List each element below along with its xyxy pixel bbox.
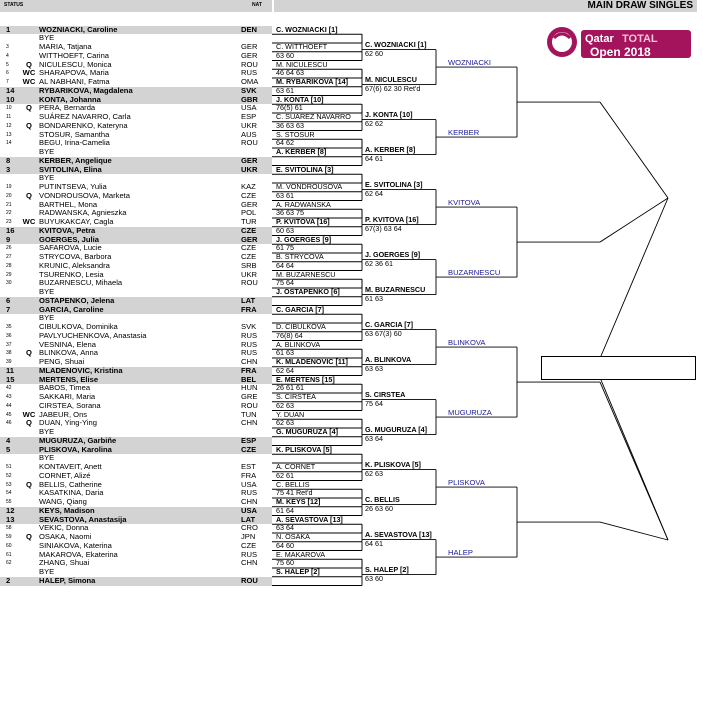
player-nationality: RUS <box>241 348 258 358</box>
player-nationality: RUS <box>241 488 258 498</box>
round2-score: 63 64 <box>276 524 294 533</box>
player-name: BYE <box>39 453 55 463</box>
draw-position: 11 <box>6 114 12 120</box>
round4-player: WOZNIACKI <box>448 58 492 68</box>
player-nationality: HUN <box>241 383 258 393</box>
player-name: OSTAPENKO, Jelena <box>39 295 115 305</box>
round3-score: 67(3) 63 64 <box>365 224 402 233</box>
draw-position: 14 <box>6 85 15 95</box>
player-name: MAKAROVA, Ekaterina <box>39 549 118 559</box>
player-nationality: SVK <box>241 322 257 331</box>
draw-position: 16 <box>6 225 15 235</box>
draw-position: 51 <box>6 464 12 470</box>
round2-winner: P. KVITOVA [16] <box>276 218 330 226</box>
player-name: STRYCOVA, Barbora <box>39 252 112 261</box>
player-name: KONTA, Johanna <box>39 94 101 104</box>
player-name: CIRSTEA, Sorana <box>39 400 101 410</box>
draw-position: 27 <box>6 254 12 260</box>
player-nationality: LAT <box>241 514 256 524</box>
round2-score: 76(8) 64 <box>276 331 303 340</box>
player-nationality: GER <box>241 42 258 51</box>
entry-status: Q <box>26 103 32 113</box>
player-nationality: CZE <box>241 225 257 235</box>
player-name: BYE <box>39 313 55 323</box>
player-nationality: CRO <box>241 523 258 533</box>
player-nationality: LAT <box>241 295 256 305</box>
round3-score: 63 60 <box>365 574 383 583</box>
round3-winner: S. HALEP [2] <box>365 565 409 574</box>
round2-score: 36 63 63 <box>276 121 304 130</box>
draw-position: 44 <box>6 402 12 409</box>
draw-position: 12 <box>6 122 12 129</box>
round3-score: 62 64 <box>365 189 383 198</box>
bracket-line <box>601 380 668 540</box>
champion-box <box>541 356 696 380</box>
draw-position: 22 <box>6 210 12 217</box>
round2-score: 63 61 <box>276 191 294 200</box>
entry-status: Q <box>26 348 32 358</box>
round2-winner: A. SEVASTOVA [13] <box>276 515 343 524</box>
draw-position: 10 <box>6 105 12 112</box>
draw-position: 15 <box>6 374 15 384</box>
draw-position: 13 <box>6 131 12 138</box>
round2-winner: E. MAKAROVA <box>276 550 325 559</box>
player-nationality: ROU <box>241 400 258 410</box>
player-name: PENG, Shuai <box>39 357 85 366</box>
player-nationality: ESP <box>241 112 257 121</box>
player-nationality: FRA <box>241 470 257 480</box>
player-nationality: BEL <box>241 374 257 384</box>
player-nationality: USA <box>241 479 257 489</box>
draw-position: 60 <box>6 542 12 549</box>
player-nationality: OMA <box>241 77 259 86</box>
draw-position: 26 <box>6 245 12 252</box>
player-name: BYE <box>39 173 55 183</box>
round2-score: 64 60 <box>276 541 294 550</box>
round2-winner: A. RADWANSKA <box>276 200 331 209</box>
round2-winner: C. GARCIA [7] <box>276 305 325 314</box>
player-nationality: USA <box>241 505 258 515</box>
round3-winner: A. BLINKOVA <box>365 355 412 364</box>
draw-position: 59 <box>6 534 12 540</box>
player-name: HALEP, Simona <box>39 575 96 585</box>
draw-position: 45 <box>6 411 12 418</box>
round2-score: 62 63 <box>276 401 294 410</box>
player-name: DUAN, Ying-Ying <box>39 418 97 428</box>
round3-winner: C. BELLIS <box>365 495 400 504</box>
draw-position: 23 <box>6 219 12 225</box>
player-nationality: ROU <box>241 138 258 148</box>
player-name: STOSUR, Samantha <box>39 129 110 139</box>
round2-winner: C. WOZNIACKI [1] <box>276 25 338 34</box>
round2-winner: G. MUGURUZA [4] <box>276 428 339 436</box>
round2-winner: C. BELLIS <box>276 480 310 489</box>
round4-player: KERBER <box>448 128 480 138</box>
round3-score: 62 60 <box>365 49 383 58</box>
player-nationality: USA <box>241 103 257 113</box>
player-name: GOERGES, Julia <box>39 234 99 244</box>
draw-position: 19 <box>6 184 12 190</box>
draw-position: 52 <box>6 472 12 479</box>
player-nationality: CZE <box>241 190 257 200</box>
entry-status: Q <box>26 120 32 130</box>
player-nationality: ROU <box>241 278 258 288</box>
round4-player: BLINKOVA <box>448 338 486 348</box>
player-nationality: CZE <box>241 252 257 261</box>
player-nationality: TUR <box>241 217 257 226</box>
draw-position: 10 <box>6 94 15 104</box>
round2-score: 62 63 <box>276 419 294 428</box>
player-name: SHARAPOVA, Maria <box>39 68 109 78</box>
player-name: BUYUKAKCAY, Cagla <box>39 217 114 226</box>
draw-position: 58 <box>6 525 12 532</box>
draw-position: 5 <box>6 61 9 68</box>
player-name: BUZARNESCU, Mihaela <box>39 278 123 288</box>
player-name: PLISKOVA, Karolina <box>39 444 112 454</box>
draw-position: 7 <box>6 79 9 85</box>
player-name: SEVASTOVA, Anastasija <box>39 514 127 524</box>
draw-position: 2 <box>6 575 11 585</box>
player-name: CORNET, Alizé <box>39 470 91 480</box>
player-nationality: ROU <box>241 59 258 69</box>
round2-winner: C. SUÁREZ NAVARRO <box>276 113 351 121</box>
player-nationality: ROU <box>241 575 258 585</box>
player-name: MUGURUZA, Garbiñe <box>39 435 117 445</box>
player-name: ZHANG, Shuai <box>39 558 90 568</box>
round3-score: 67(6) 62 30 Ret'd <box>365 84 421 93</box>
bracket-line <box>600 522 668 540</box>
player-nationality: FRA <box>241 304 257 314</box>
draw-position: 12 <box>6 505 15 515</box>
entry-status: Q <box>26 190 32 200</box>
round2-winner: S. STOSUR <box>276 130 315 139</box>
round3-winner: A. KERBER [8] <box>365 145 416 154</box>
round2-winner: J. KONTA [10] <box>276 95 324 104</box>
player-nationality: GER <box>241 199 258 209</box>
round2-winner: S. HALEP [2] <box>276 568 320 576</box>
draw-position: 5 <box>6 444 11 454</box>
player-nationality: JPN <box>241 532 256 541</box>
round3-winner: K. PLISKOVA [5] <box>365 460 421 469</box>
round4-player: MUGURUZA <box>448 408 492 418</box>
round2-winner: J. OSTAPENKO [6] <box>276 288 340 296</box>
player-name: SUÁREZ NAVARRO, Carla <box>39 112 131 121</box>
round2-winner: M. RYBARIKOVA [14] <box>276 78 349 86</box>
round2-winner: M. KEYS [12] <box>276 498 321 506</box>
player-name: GARCIA, Caroline <box>39 304 104 314</box>
draw-position: 9 <box>6 234 11 244</box>
player-nationality: RUS <box>241 339 258 349</box>
draw-position: 4 <box>6 52 9 59</box>
draw-position: 28 <box>6 262 12 269</box>
draw-position: 29 <box>6 271 12 278</box>
round2-score: 76(5) 61 <box>276 104 303 113</box>
round3-winner: E. SVITOLINA [3] <box>365 180 423 189</box>
draw-position: 4 <box>6 435 11 445</box>
player-nationality: GER <box>241 50 258 60</box>
round2-score: 64 64 <box>276 261 294 270</box>
entry-status: WC <box>22 68 36 78</box>
player-name: VEKIC, Donna <box>39 523 89 533</box>
round2-winner: B. STRYCOVA <box>276 253 324 261</box>
player-nationality: TUN <box>241 409 257 419</box>
player-name: NICULESCU, Monica <box>39 59 112 69</box>
round3-score: 63 64 <box>365 434 383 443</box>
player-name: MARIA, Tatjana <box>39 42 92 51</box>
player-name: BYE <box>39 147 55 156</box>
entry-status: WC <box>22 217 36 226</box>
draw-position: 6 <box>6 295 11 305</box>
round3-winner: J. KONTA [10] <box>365 110 413 119</box>
round3-score: 64 61 <box>365 539 383 548</box>
player-name: BLINKOVA, Anna <box>39 348 98 358</box>
draw-position: 55 <box>6 499 12 505</box>
player-name: AL NABHANI, Fatma <box>39 77 110 86</box>
entry-status: WC <box>22 409 36 419</box>
round3-winner: M. NICULESCU <box>365 75 417 84</box>
player-name: KASATKINA, Daria <box>39 488 104 498</box>
draw-position: 62 <box>6 560 12 567</box>
round3-winner: G. MUGURUZA [4] <box>365 425 428 434</box>
round2-score: 62 64 <box>276 366 294 375</box>
round2-winner: E. MERTENS [15] <box>276 375 335 384</box>
player-name: BABOS, Timea <box>39 383 91 393</box>
logo-text-open: Open 2018 <box>590 45 651 59</box>
round2-score: 46 64 63 <box>276 69 304 78</box>
player-name: BONDARENKO, Kateryna <box>39 120 128 130</box>
round2-winner: M. BUZARNESCU <box>276 270 336 279</box>
player-name: BYE <box>39 427 55 436</box>
draw-position: 21 <box>6 201 12 208</box>
draw-position: 1 <box>6 24 11 34</box>
round2-score: 64 62 <box>276 139 294 148</box>
round3-score: 62 63 <box>365 469 383 478</box>
player-name: KERBER, Angelique <box>39 155 112 165</box>
player-name: SAFAROVA, Lucie <box>39 243 102 253</box>
draw-position: 42 <box>6 385 12 392</box>
entry-status: Q <box>26 59 32 69</box>
draw-position: 20 <box>6 192 12 199</box>
round2-score: 26 61 61 <box>276 384 304 393</box>
draw-position: 61 <box>6 551 12 558</box>
player-nationality: KAZ <box>241 182 256 191</box>
player-name: RYBARIKOVA, Magdalena <box>39 85 133 95</box>
round2-winner: C. WITTHOEFT <box>276 43 328 51</box>
round2-winner: D. CIBULKOVA <box>276 323 326 331</box>
player-name: VONDROUSOVA, Marketa <box>39 190 131 200</box>
player-nationality: EST <box>241 462 256 471</box>
player-nationality: SRB <box>241 260 257 270</box>
player-nationality: UKR <box>241 269 258 279</box>
draw-position: 8 <box>6 155 11 165</box>
round2-winner: K. PLISKOVA [5] <box>276 445 332 454</box>
player-nationality: CZE <box>241 540 257 550</box>
nat-column-header: NAT <box>252 2 262 8</box>
player-nationality: POL <box>241 208 257 218</box>
round3-score: 64 61 <box>365 154 383 163</box>
round2-score: 63 60 <box>276 51 294 60</box>
round3-winner: A. SEVASTOVA [13] <box>365 530 432 539</box>
draw-position: 3 <box>6 44 9 50</box>
player-name: BELLIS, Catherine <box>39 479 102 489</box>
player-nationality: CHN <box>241 558 258 568</box>
round2-winner: A. BLINKOVA <box>276 340 321 349</box>
draw-position: 53 <box>6 481 12 488</box>
player-name: BYE <box>39 33 55 43</box>
round2-winner: K. MLADENOVIC [11] <box>276 358 348 366</box>
round3-score: 61 63 <box>365 294 383 303</box>
round2-score: 75 41 Ret'd <box>276 489 313 498</box>
player-nationality: UKR <box>241 120 258 130</box>
player-nationality: FRA <box>241 365 257 375</box>
round2-score: 36 63 75 <box>276 209 304 218</box>
player-nationality: GRE <box>241 392 258 401</box>
round2-winner: A. CORNET <box>276 463 316 471</box>
player-name: BARTHEL, Mona <box>39 199 98 209</box>
round2-score: 60 63 <box>276 226 294 235</box>
round2-score: 61 75 <box>276 244 294 253</box>
player-nationality: CZE <box>241 243 257 253</box>
player-name: JABEUR, Ons <box>39 409 88 419</box>
round2-winner: N. OSAKA <box>276 533 310 541</box>
bracket-line <box>600 102 668 198</box>
round2-winner: J. GOERGES [9] <box>276 235 332 244</box>
player-nationality: UKR <box>241 164 258 174</box>
draw-position: 37 <box>6 341 12 348</box>
round3-score: 63 67(3) 60 <box>365 329 402 338</box>
round2-score: 75 60 <box>276 559 294 568</box>
draw-position: 35 <box>6 324 12 330</box>
round3-score: 75 64 <box>365 399 383 408</box>
draw-position: 6 <box>6 70 9 77</box>
player-name: SAKKARI, Maria <box>39 392 96 401</box>
player-name: VESNINA, Elena <box>39 339 96 349</box>
draw-position: 7 <box>6 304 11 314</box>
player-name: PERA, Bernarda <box>39 103 96 113</box>
player-nationality: AUS <box>241 129 257 139</box>
player-nationality: RUS <box>241 68 258 78</box>
draw-position: 3 <box>6 164 11 174</box>
player-nationality: RUS <box>241 549 258 559</box>
draw-position: 36 <box>6 332 12 339</box>
entry-status: Q <box>26 532 32 541</box>
player-name: CIBULKOVA, Dominika <box>39 322 118 331</box>
player-name: KRUNIC, Aleksandra <box>39 260 110 270</box>
bracket-line <box>600 198 668 242</box>
player-nationality: ESP <box>241 435 257 445</box>
logo-text-total: TOTAL <box>622 33 658 45</box>
logo-text-qatar: Qatar <box>585 33 614 45</box>
draw-position: 43 <box>6 394 12 400</box>
round3-winner: P. KVITOVA [16] <box>365 215 419 224</box>
player-nationality: GER <box>241 234 258 244</box>
page-title: MAIN DRAW SINGLES <box>587 0 693 11</box>
round2-winner: M. NICULESCU <box>276 60 328 69</box>
round3-score: 63 63 <box>365 364 383 373</box>
round4-player: BUZARNESCU <box>448 268 501 278</box>
round4-player: PLISKOVA <box>448 478 486 488</box>
entry-status: WC <box>22 77 36 86</box>
player-name: WANG, Qiang <box>39 497 87 506</box>
round2-score: 62 61 <box>276 471 294 480</box>
round3-winner: C. GARCIA [7] <box>365 320 414 329</box>
player-name: RADWANSKA, Agnieszka <box>39 208 127 218</box>
player-nationality: CZE <box>241 444 257 454</box>
draw-position: 54 <box>6 490 12 497</box>
player-name: BYE <box>39 567 55 576</box>
player-name: MERTENS, Elise <box>39 374 99 384</box>
player-name: PAVLYUCHENKOVA, Anastasia <box>39 330 147 340</box>
round3-winner: J. GOERGES [9] <box>365 250 421 259</box>
round2-winner: E. SVITOLINA [3] <box>276 165 334 174</box>
player-name: SVITOLINA, Elina <box>39 164 102 174</box>
round3-score: 62 36 61 <box>365 259 393 268</box>
player-name: OSAKA, Naomi <box>39 532 92 541</box>
round2-winner: Y. DUAN <box>276 410 305 419</box>
round3-winner: M. BUZARNESCU <box>365 285 426 294</box>
round2-winner: A. KERBER [8] <box>276 148 327 156</box>
draw-position: 38 <box>6 350 12 357</box>
player-nationality: DEN <box>241 24 258 34</box>
round2-score: 61 64 <box>276 506 294 515</box>
player-name: BEGU, Irina-Camelia <box>39 138 110 148</box>
player-name: WITTHOEFT, Carina <box>39 50 110 60</box>
player-name: TSURENKO, Lesia <box>39 269 104 279</box>
draw-position: 14 <box>6 140 12 147</box>
bracket-line <box>601 198 668 356</box>
round2-score: 63 61 <box>276 86 294 95</box>
draw-position: 39 <box>6 359 12 365</box>
draw-position: 46 <box>6 420 12 427</box>
player-name: BYE <box>39 287 55 296</box>
round3-winner: S. CIRSTEA <box>365 390 406 399</box>
player-nationality: CHN <box>241 357 258 366</box>
round4-player: HALEP <box>448 548 473 558</box>
round3-score: 62 62 <box>365 119 383 128</box>
player-name: KONTAVEIT, Anett <box>39 462 102 471</box>
round3-score: 26 63 60 <box>365 504 393 513</box>
player-nationality: GBR <box>241 94 258 104</box>
player-name: KVITOVA, Petra <box>39 225 96 235</box>
status-column-header: STATUS <box>4 2 24 8</box>
player-nationality: CHN <box>241 418 258 428</box>
player-name: PUTINTSEVA, Yulia <box>39 182 107 191</box>
player-name: SINIAKOVA, Katerina <box>39 540 112 550</box>
player-nationality: GER <box>241 155 258 165</box>
round2-winner: S. CIRSTEA <box>276 393 316 401</box>
round2-score: 61 63 <box>276 349 294 358</box>
draw-position: 13 <box>6 514 15 524</box>
player-nationality: SVK <box>241 85 257 95</box>
entry-status: Q <box>26 418 32 428</box>
player-name: KEYS, Madison <box>39 505 95 515</box>
round4-player: KVITOVA <box>448 198 481 208</box>
round2-score: 75 64 <box>276 279 294 288</box>
player-name: WOZNIACKI, Caroline <box>39 24 118 34</box>
round3-winner: C. WOZNIACKI [1] <box>365 40 427 49</box>
player-nationality: RUS <box>241 330 258 340</box>
player-nationality: CHN <box>241 497 258 506</box>
draw-position: 30 <box>6 280 12 287</box>
entry-status: Q <box>26 479 32 489</box>
round2-winner: M. VONDROUSOVA <box>276 183 343 191</box>
player-name: MLADENOVIC, Kristina <box>39 365 123 375</box>
draw-position: 11 <box>6 365 15 375</box>
